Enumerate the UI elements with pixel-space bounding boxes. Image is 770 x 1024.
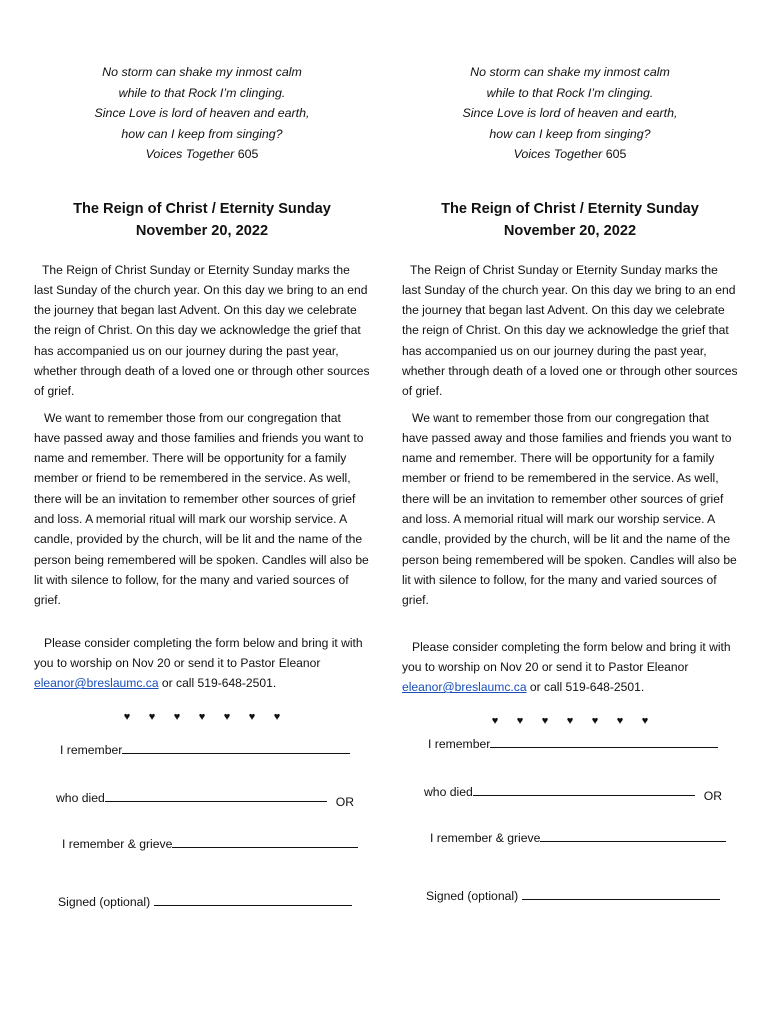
- right-insert: [402, 62, 738, 911]
- title-line: The Reign of Christ / Eternity Sunday: [441, 200, 699, 217]
- grieve-label: I remember & grieve: [430, 831, 541, 846]
- remembrance-paragraph: We want to remember those from our congregation that have passed away and those families and friends you want to name and remember. There will be opportunity for a family member or friend to be remembered in the service. As well, there will be an invitation to remember other sources of grief and loss. A memorial ritual will mark our worship service. A candle, provided by the church, will be lit and the name of the person being remembered will be spoken. Candles will also be lit with silence to follow, for the many and varied sources of grief.: [34, 410, 369, 608]
- grieve-blank[interactable]: [172, 837, 358, 848]
- instructions-paragraph: [34, 633, 370, 694]
- heart-icon: ♥: [491, 715, 499, 728]
- or-label: OR: [703, 789, 723, 804]
- title-date: November 20, 2022: [503, 222, 637, 239]
- signed-label: Signed (optional): [58, 895, 154, 910]
- title-date: November 20, 2022: [135, 222, 269, 239]
- who-died-blank[interactable]: [473, 785, 695, 796]
- signed-blank[interactable]: [522, 889, 720, 900]
- heart-icon: ♥: [516, 715, 524, 728]
- title-line: The Reign of Christ / Eternity Sunday: [73, 200, 331, 217]
- who-died-blank[interactable]: [105, 791, 327, 802]
- phone-text: or call 519-648-2501.: [158, 676, 277, 691]
- heart-icon: ♥: [566, 715, 574, 728]
- verse-line: No storm can shake my inmost calm: [470, 65, 670, 79]
- remembrance-paragraph: We want to remember those from our congregation that have passed away and those families and friends you want to name and remember. There will be opportunity for a family member or friend to be remembered in the service. As well, there will be an invitation to remember other sources of grief and loss. A memorial ritual will mark our worship service. A candle, provided by the church, will be lit and the name of the person being remembered will be spoken. Candles will also be lit with silence to follow, for the many and varied sources of grief.: [402, 410, 737, 608]
- who-died-label: who died: [424, 785, 473, 800]
- heart-icon: ♥: [616, 715, 624, 728]
- heart-icon: ♥: [123, 711, 131, 724]
- verse-line: while to that Rock I’m clinging.: [486, 85, 654, 100]
- grieve-field[interactable]: [62, 837, 370, 859]
- page-title: [402, 198, 738, 242]
- remember-label: I remember: [428, 737, 491, 752]
- email-link[interactable]: eleanor@breslaumc.ca: [402, 680, 527, 695]
- hymn-source-number: 605: [605, 147, 627, 161]
- remembrance-form: [402, 737, 738, 911]
- heart-icon: ♥: [198, 711, 206, 724]
- intro-paragraph: The Reign of Christ Sunday or Eternity Sunday marks the last Sunday of the church year. On this day we bring to an end the journey that began last Advent. On this day we celebrate the reign of Christ. On this day we acknowledge the grief that has accompanied us on our journey during the past year, whether through death of a loved one or through other sources of grief.: [34, 262, 370, 399]
- signed-blank[interactable]: [154, 895, 352, 906]
- remember-blank[interactable]: [122, 743, 350, 754]
- hymn-source-title: Voices Together: [513, 147, 603, 161]
- intro-paragraph: The Reign of Christ Sunday or Eternity Sunday marks the last Sunday of the church year. On this day we bring to an end the journey that began last Advent. On this day we celebrate the reign of Christ. On this day we acknowledge the grief that has accompanied us on our journey during the past year, whether through death of a loved one or through other sources of grief.: [402, 262, 738, 399]
- instructions-text: Please consider completing the form below and bring it with you to worship on Nov 20 or send it to Pastor Eleanor: [402, 639, 731, 674]
- signed-field[interactable]: [58, 895, 370, 917]
- who-died-field[interactable]: [56, 791, 370, 813]
- hymn-source-title: Voices Together: [145, 147, 235, 161]
- remember-field[interactable]: [60, 743, 370, 765]
- verse-line: while to that Rock I’m clinging.: [118, 85, 286, 100]
- or-label: OR: [335, 795, 355, 810]
- heart-icon: ♥: [641, 715, 649, 728]
- instructions-paragraph: [402, 637, 738, 698]
- left-insert: [34, 62, 370, 917]
- who-died-label: who died: [56, 791, 105, 806]
- hymn-source-number: 605: [237, 147, 259, 161]
- phone-text: or call 519-648-2501.: [526, 680, 645, 695]
- hymn-verse: [34, 62, 370, 165]
- page-title: [34, 198, 370, 242]
- grieve-label: I remember & grieve: [62, 837, 173, 852]
- verse-line: No storm can shake my inmost calm: [102, 65, 302, 79]
- instructions-text: Please consider completing the form below and bring it with you to worship on Nov 20 or send it to Pastor Eleanor: [34, 635, 363, 670]
- verse-line: Since Love is lord of heaven and earth,: [94, 106, 310, 120]
- signed-label: Signed (optional): [426, 889, 522, 904]
- grieve-blank[interactable]: [540, 831, 726, 842]
- signed-field[interactable]: [426, 889, 738, 911]
- hymn-verse: [402, 62, 738, 165]
- heart-icon: ♥: [541, 715, 549, 728]
- who-died-field[interactable]: [424, 785, 738, 807]
- heart-divider: [402, 715, 738, 733]
- heart-divider: [34, 711, 370, 729]
- grieve-field[interactable]: [430, 831, 738, 853]
- heart-icon: ♥: [173, 711, 181, 724]
- remembrance-form: [34, 743, 370, 917]
- remember-blank[interactable]: [490, 737, 718, 748]
- remember-field[interactable]: [428, 737, 738, 759]
- heart-icon: ♥: [223, 711, 231, 724]
- heart-icon: ♥: [248, 711, 256, 724]
- heart-icon: ♥: [148, 711, 156, 724]
- verse-line: how can I keep from singing?: [489, 126, 651, 141]
- verse-line: how can I keep from singing?: [121, 126, 283, 141]
- verse-line: Since Love is lord of heaven and earth,: [462, 106, 678, 120]
- email-link[interactable]: eleanor@breslaumc.ca: [34, 676, 159, 691]
- remember-label: I remember: [60, 743, 123, 758]
- heart-icon: ♥: [591, 715, 599, 728]
- heart-icon: ♥: [273, 711, 281, 724]
